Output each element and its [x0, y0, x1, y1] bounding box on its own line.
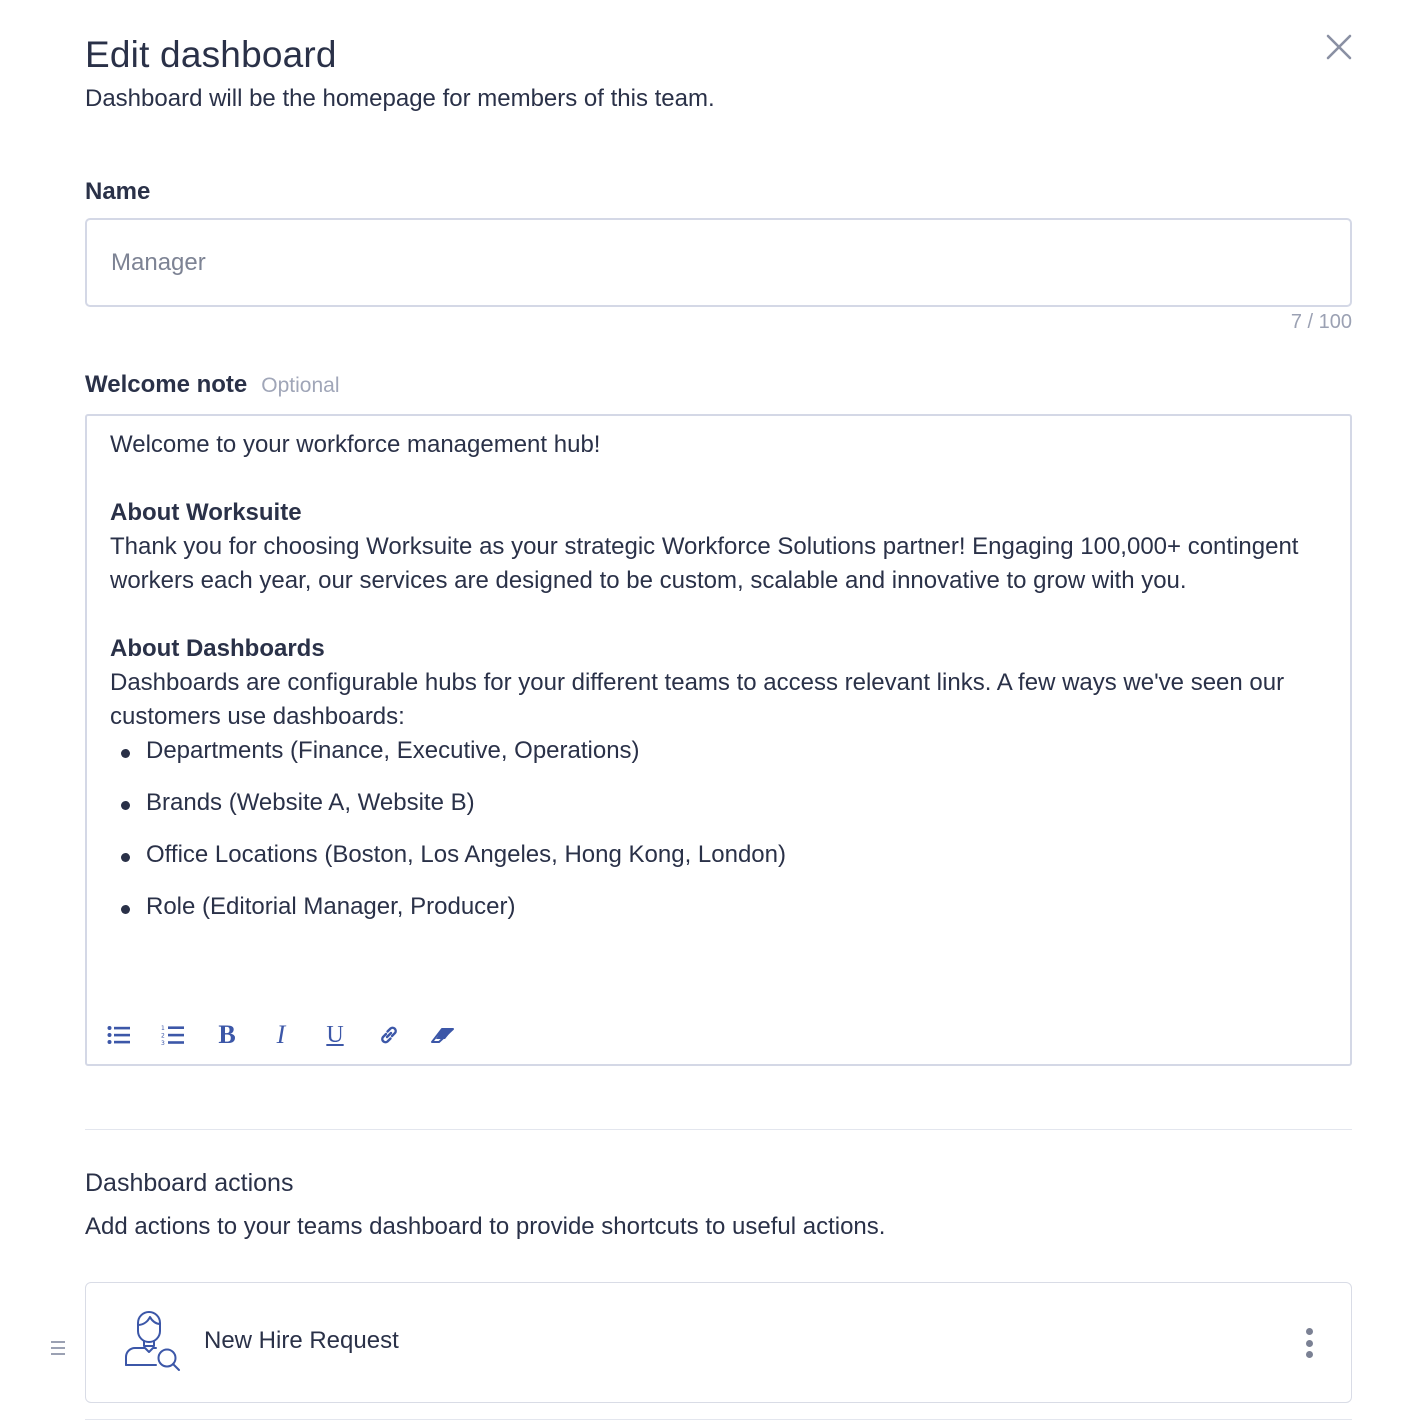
bold-button[interactable]: [209, 1017, 245, 1053]
welcome-note-editor[interactable]: [85, 414, 1352, 1066]
dialog-title: Edit dashboard: [85, 34, 337, 75]
list-item: Office Locations (Boston, Los Angeles, Hong Kong, London): [110, 838, 1325, 890]
name-input[interactable]: [85, 218, 1352, 307]
italic-button[interactable]: [263, 1017, 299, 1053]
optional-tag: Optional: [261, 374, 340, 397]
about-worksuite-heading: About Worksuite: [110, 499, 302, 526]
numbered-list-icon: [161, 1024, 185, 1046]
drag-handle-icon[interactable]: [50, 1338, 66, 1358]
list-item: Departments (Finance, Executive, Operations): [110, 734, 1325, 786]
clear-format-icon: [430, 1025, 456, 1045]
person-search-icon: [122, 1311, 182, 1375]
dashboard-actions-title: Dashboard actions: [85, 1169, 294, 1197]
welcome-intro: Welcome to your workforce management hub!: [110, 431, 601, 458]
bulleted-list-icon: [107, 1025, 131, 1045]
link-button[interactable]: [371, 1017, 407, 1053]
underline-icon: U: [326, 1021, 344, 1048]
action-label: New Hire Request: [204, 1327, 399, 1354]
about-dashboards-body: Dashboards are configurable hubs for your different teams to access relevant links. A few ways we've seen our customers use dashboards:: [110, 669, 1285, 730]
numbered-list-button[interactable]: [155, 1017, 191, 1053]
dashboard-actions-description: Add actions to your teams dashboard to provide shortcuts to useful actions.: [85, 1213, 886, 1240]
close-button[interactable]: [1322, 30, 1356, 64]
editor-content[interactable]: [110, 428, 1325, 942]
about-worksuite-body: Thank you for choosing Worksuite as your strategic Workforce Solutions partner! Engaging 100,000+ contingent workers each year, our services are designed to be custom, scalable and innovative to grow with you.: [110, 533, 1299, 594]
italic-icon: I: [276, 1020, 286, 1049]
about-dashboards-heading: About Dashboards: [110, 635, 325, 662]
editor-toolbar: [87, 1006, 1350, 1064]
bullet-list: [110, 734, 1325, 942]
bulleted-list-button[interactable]: [101, 1017, 137, 1053]
action-card-new-hire-request[interactable]: [85, 1282, 1352, 1403]
list-item: Role (Editorial Manager, Producer): [110, 890, 1325, 942]
list-item: Brands (Website A, Website B): [110, 786, 1325, 838]
welcome-note-label: [85, 371, 339, 399]
svg-text:1: 1: [161, 1025, 165, 1032]
character-counter: 7 / 100: [1290, 311, 1352, 333]
link-icon: [378, 1024, 400, 1046]
section-divider: [85, 1129, 1352, 1130]
svg-text:3: 3: [161, 1040, 165, 1046]
dialog-subtitle: Dashboard will be the homepage for members of this team.: [85, 85, 715, 112]
clear-format-button[interactable]: [425, 1017, 461, 1053]
underline-button[interactable]: [317, 1017, 353, 1053]
name-label-text: Name: [85, 178, 151, 205]
welcome-note-label-text: Welcome note: [85, 371, 248, 398]
name-label: [85, 178, 150, 206]
svg-text:2: 2: [161, 1032, 165, 1040]
more-options-icon[interactable]: [1297, 1325, 1321, 1361]
bold-icon: B: [218, 1020, 236, 1049]
close-icon: [1325, 33, 1353, 61]
